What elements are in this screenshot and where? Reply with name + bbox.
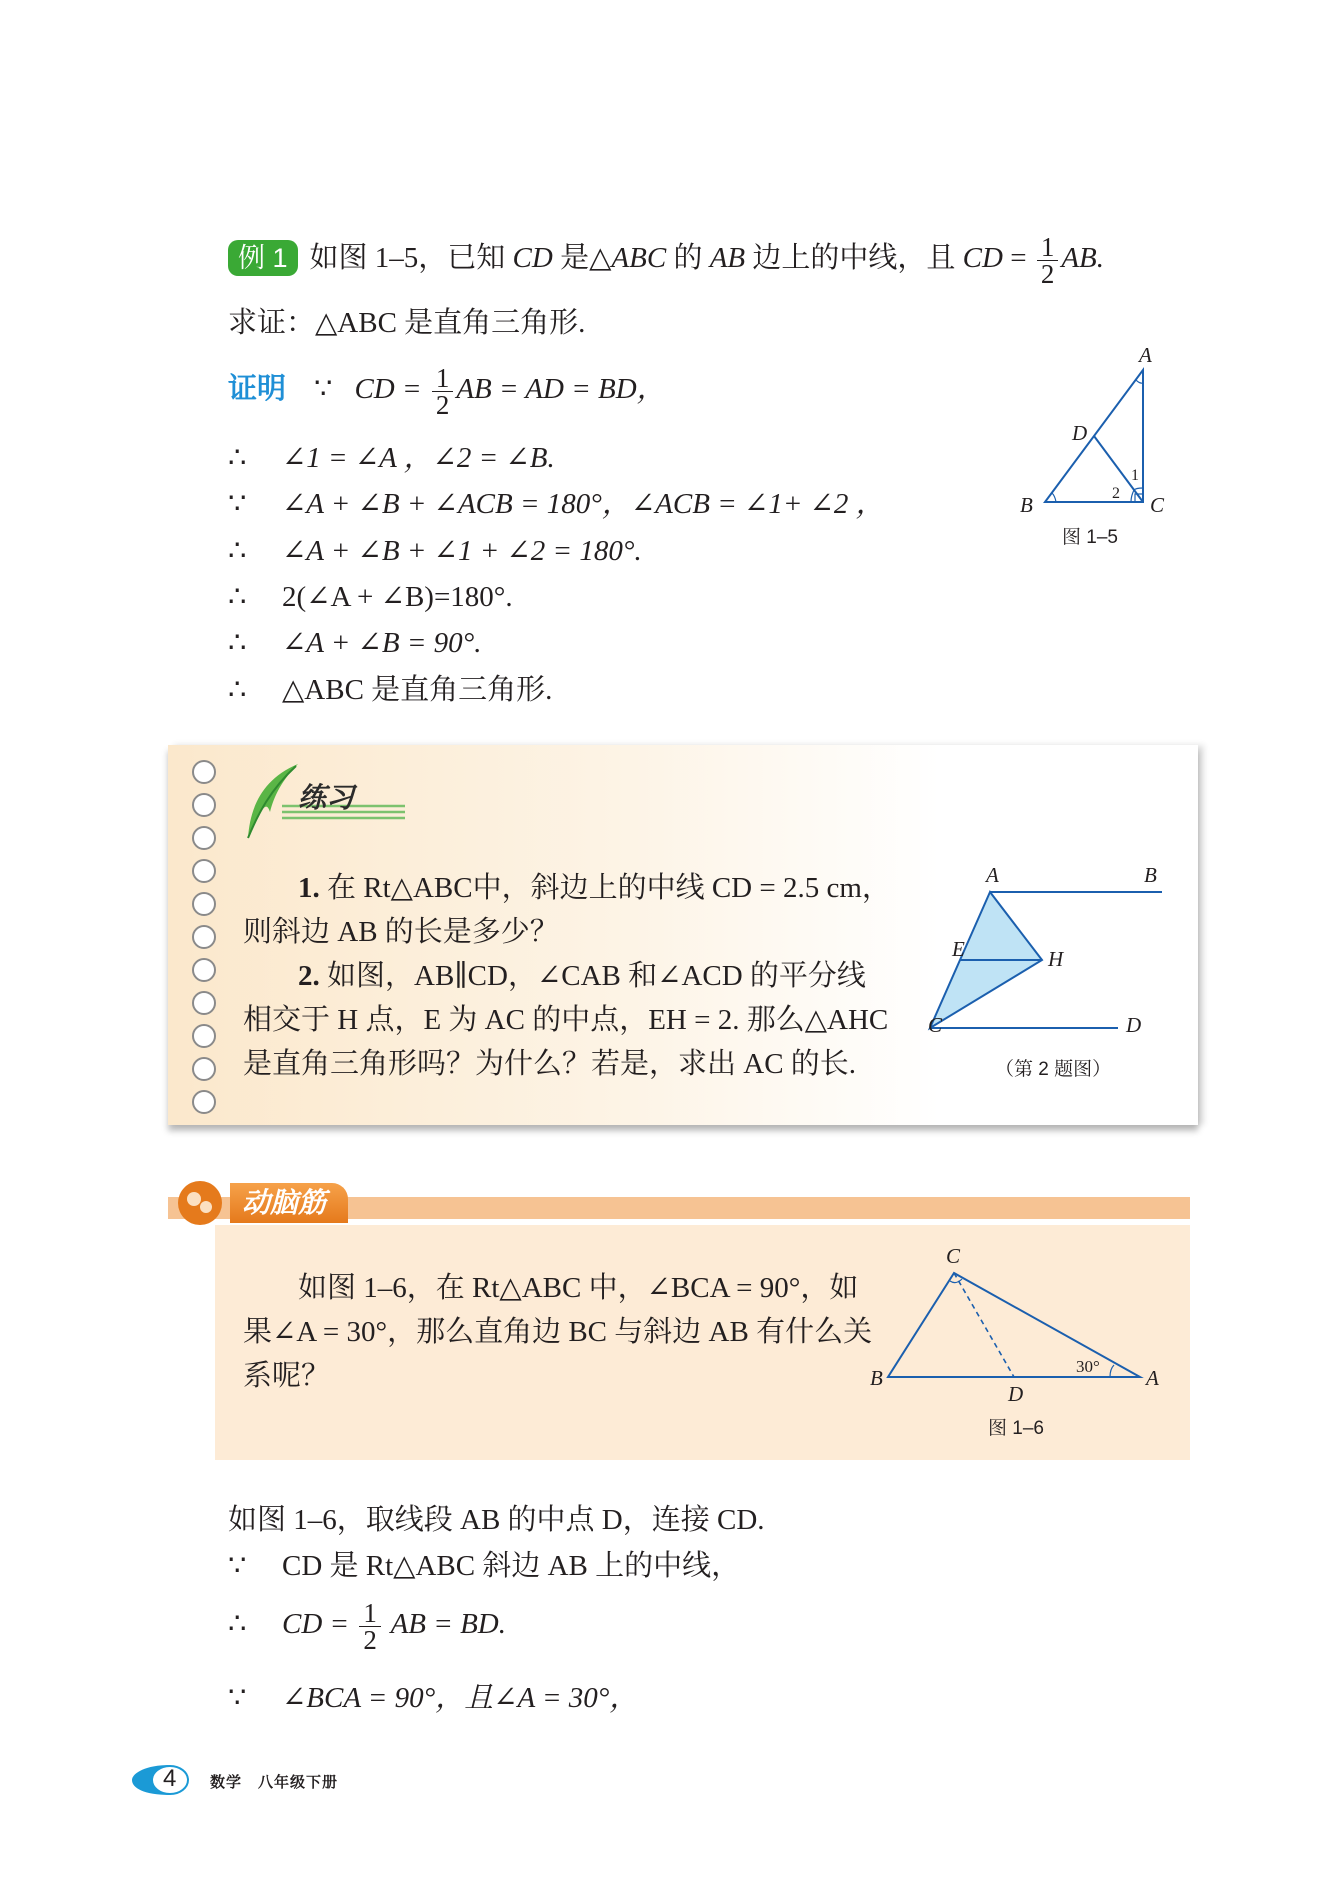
figure-1-5-caption: 图 1–5 [1062,527,1118,548]
fraction-half: $\frac{1}{2}$ [1037,234,1059,287]
label-b: B [1144,863,1157,887]
binder-ring [192,793,216,817]
label-2: 2 [1112,485,1120,502]
practice-title: 练习 [298,782,355,813]
think-line3: 系呢？ [243,1360,331,1392]
proof-label: 证明 [228,373,287,406]
binder-ring [192,826,216,850]
binder-ring [192,991,216,1015]
proof-line: ∴ ∠1 = ∠A ，∠2 = ∠B. [228,442,555,474]
figure-1-5 [1010,340,1180,550]
label-c: C [946,1244,961,1268]
binder-ring [192,892,216,916]
fraction-half: $\frac{1}{2}$ [432,365,454,418]
solution-line2: ∵ CD 是 Rt△ABC 斜边 AB 上的中线， [228,1550,741,1582]
example-badge: 例 1 [228,240,298,276]
binder-ring [192,1057,216,1081]
proof-line: ∴ ∠A + ∠B + ∠1 + ∠2 = 180°. [228,535,642,567]
book-title: 数学 八年级下册 [210,1775,339,1791]
proof-line: ∴ 2(∠A + ∠B)=180°. [228,581,513,613]
think-line1: 如图 1–6，在 Rt△ABC 中，∠BCA = 90°，如 [298,1272,859,1304]
practice-q2-line2: 相交于 H 点，E 为 AC 的中点，EH = 2. 那么△AHC [243,1004,889,1036]
median-cd [954,1273,1014,1377]
label-e: E [952,937,965,961]
triangle-abc [888,1273,1140,1377]
figure-1-6-caption: 图 1–6 [988,1418,1044,1439]
binder-ring [192,760,216,784]
proof-first-line: 证明 ∵ CD = $\frac{1}{2}$ AB = AD = BD， [228,363,666,420]
angle-arc-1 [1134,488,1143,490]
label-a: A [986,863,999,887]
example-statement: 例 1 如图 1–5，已知 CD 是△ABC 的 AB 边上的中线，且 CD = $\frac{1}{2}$ AB. [228,234,1104,287]
prove-statement: 求证：△ABC 是直角三角形. [228,307,586,339]
angle-arc-b [1052,493,1056,502]
proof-line: ∴ △ABC 是直角三角形. [228,674,553,706]
page-number-badge [130,1762,194,1798]
label-a: A [1139,343,1152,367]
label-c: C [928,1013,943,1037]
label-c: C [1150,493,1165,517]
binder-ring [192,1090,216,1114]
label-a: A [1146,1366,1159,1390]
proof-line: ∵ ∠A + ∠B + ∠ACB = 180°，∠ACB = ∠1+ ∠2 ， [228,488,885,520]
solution-line3: ∴ CD = $\frac{1}{2}$ AB = BD. [228,1597,506,1655]
label-b: B [1020,493,1033,517]
label-1: 1 [1131,467,1139,484]
think-title: 动脑筋 [230,1183,348,1223]
page-number: 4 [163,1765,177,1792]
label-d: D [1126,1013,1142,1037]
question-2-figure-caption: （第 2 题图） [995,1059,1112,1080]
practice-q2-line1: 2. 如图，AB∥CD，∠CAB 和∠ACD 的平分线 [298,960,866,992]
practice-q1-line2: 则斜边 AB 的长是多少？ [243,916,559,948]
binder-ring [192,859,216,883]
binder-ring [192,958,216,982]
solution-line1: 如图 1–6，取线段 AB 的中点 D，连接 CD. [228,1504,765,1536]
figure-1-6 [870,1245,1170,1405]
angle-arc-2 [1131,490,1134,502]
label-b: B [870,1366,883,1390]
label-h: H [1048,947,1064,971]
practice-q2-line3: 是直角三角形吗？为什么？若是，求出 AC 的长. [243,1048,857,1080]
label-angle-30: 30° [1076,1357,1100,1376]
proof-line: ∴ ∠A + ∠B = 90°. [228,627,482,659]
label-d: D [1008,1382,1024,1406]
solution-line4: ∵ ∠BCA = 90°，且∠A = 30°， [228,1682,639,1714]
binder-ring [192,1024,216,1048]
angle-arc-a [1136,380,1143,383]
think-line2: 果∠A = 30°，那么直角边 BC 与斜边 AB 有什么关 [243,1316,873,1348]
right-angle-arc [950,1279,962,1283]
label-d: D [1072,421,1088,445]
angle-arc-a [1110,1365,1114,1377]
question-2-figure [930,860,1170,1050]
practice-q1-line1: 1. 在 Rt△ABC中，斜边上的中线 CD = 2.5 cm， [298,872,891,904]
binder-ring [192,925,216,949]
fraction-half: $\frac{1}{2}$ [359,1600,381,1653]
